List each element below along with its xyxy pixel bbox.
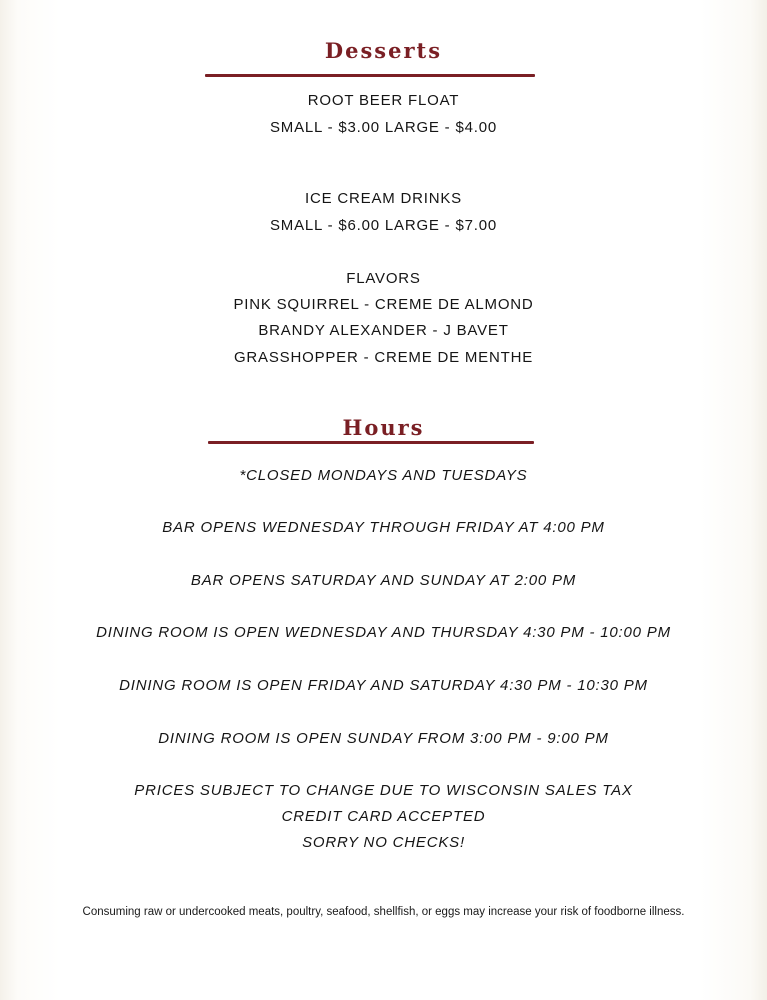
root-beer-float-prices: SMALL - $3.00 LARGE - $4.00: [270, 119, 497, 136]
notice-line: SORRY NO CHECKS!: [302, 834, 465, 851]
food-safety-disclaimer: Consuming raw or undercooked meats, poultry, seafood, shellfish, or eggs may increase your risk of foodborne illness.: [82, 906, 685, 918]
hours-divider: [208, 441, 534, 444]
hours-line: DINING ROOM IS OPEN FRIDAY AND SATURDAY 4:30 PM - 10:30 PM: [119, 677, 648, 694]
hours-line: *CLOSED MONDAYS AND TUESDAYS: [239, 467, 528, 484]
hours-heading: Hours: [342, 415, 425, 440]
desserts-heading: Desserts: [324, 38, 443, 63]
notice-line: CREDIT CARD ACCEPTED: [281, 808, 486, 825]
root-beer-float-name: ROOT BEER FLOAT: [307, 92, 460, 109]
flavor-item: GRASSHOPPER - CREME DE MENTHE: [233, 349, 534, 366]
notice-line: PRICES SUBJECT TO CHANGE DUE TO WISCONSIN SALES TAX: [134, 782, 633, 799]
flavors-title: FLAVORS: [346, 270, 421, 287]
flavor-item: BRANDY ALEXANDER - J BAVET: [258, 322, 509, 339]
hours-line: BAR OPENS WEDNESDAY THROUGH FRIDAY AT 4:00 PM: [162, 519, 605, 536]
ice-cream-drinks-prices: SMALL - $6.00 LARGE - $7.00: [270, 217, 497, 234]
hours-line: DINING ROOM IS OPEN WEDNESDAY AND THURSDAY 4:30 PM - 10:00 PM: [96, 624, 671, 641]
hours-line: DINING ROOM IS OPEN SUNDAY FROM 3:00 PM - 9:00 PM: [158, 730, 609, 747]
flavor-item: PINK SQUIRREL - CREME DE ALMOND: [233, 296, 534, 313]
ice-cream-drinks-name: ICE CREAM DRINKS: [305, 190, 462, 207]
desserts-divider: [205, 74, 535, 77]
hours-line: BAR OPENS SATURDAY AND SUNDAY AT 2:00 PM: [190, 572, 577, 589]
